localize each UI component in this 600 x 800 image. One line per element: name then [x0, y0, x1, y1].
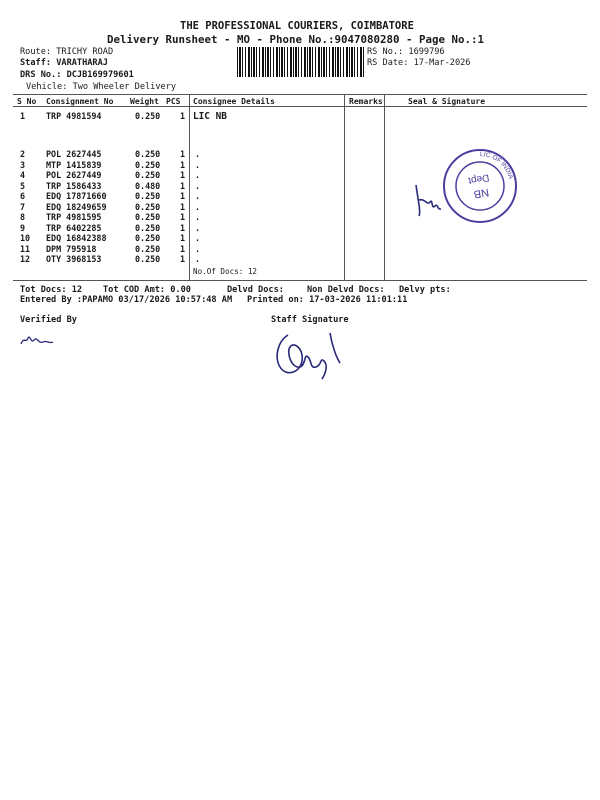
row-sno: 9 — [20, 222, 26, 233]
stamp-line-1: NB — [472, 185, 490, 201]
table-bottom-rule — [13, 280, 587, 281]
barcode — [237, 47, 364, 77]
row-weight: 0.250 — [135, 243, 161, 254]
company-title: THE PROFESSIONAL COURIERS, COIMBATORE — [180, 20, 414, 32]
total-docs: Tot Docs: 12 — [20, 285, 83, 295]
row-pcs: 1 — [180, 159, 186, 170]
row-weight: 0.250 — [135, 233, 161, 243]
row-consignee: . — [195, 180, 201, 191]
row-weight: 0.250 — [135, 191, 161, 201]
row-weight: 0.480 — [135, 180, 161, 191]
drs-label: DRS No.: DCJB169979601 — [20, 70, 134, 80]
table-row — [20, 149, 220, 159]
row-weight: 0.250 — [135, 170, 161, 180]
verified-by-label: Verified By — [20, 315, 77, 325]
runsheet-title: Delivery Runsheet - MO - Phone No.:9047080280 - Page No.:1 — [107, 33, 485, 46]
column-divider — [384, 94, 385, 280]
row-consignment: DPM 795918 — [46, 243, 97, 254]
entered-by: Entered By :PAPAMO 03/17/2026 10:57:48 AM — [20, 295, 233, 305]
route-label: Route: TRICHY ROAD — [20, 47, 114, 57]
table-row — [20, 233, 220, 243]
row-consignee: . — [195, 191, 201, 201]
staff-signature-label: Staff Signature — [271, 315, 349, 325]
row-weight: 0.250 — [135, 111, 161, 121]
col-weight: Weight — [130, 97, 159, 106]
row-weight: 0.250 — [135, 159, 161, 170]
row-consignment: TRP 1586433 — [46, 180, 102, 191]
row-sno: 2 — [20, 149, 26, 159]
row-consignee: . — [195, 170, 201, 180]
row-weight: 0.250 — [135, 254, 161, 264]
vehicle-label: Vehicle: Two Wheeler Delivery — [26, 82, 177, 92]
row-consignment: OTY 3968153 — [46, 254, 102, 264]
staff-label: Staff: VARATHARAJ — [20, 58, 108, 68]
col-pcs: PCS — [166, 97, 181, 106]
row-consignee: . — [195, 254, 201, 264]
table-row — [20, 111, 240, 121]
row-sno: 4 — [20, 170, 26, 180]
row-pcs: 1 — [180, 191, 186, 201]
col-remarks: Remarks — [349, 97, 383, 106]
row-consignment: TRP 6402285 — [46, 222, 102, 233]
rs-date: RS Date: 17-Mar-2026 — [367, 58, 471, 68]
table-row — [20, 223, 220, 233]
row-pcs: 1 — [180, 243, 186, 254]
row-weight: 0.250 — [135, 201, 161, 212]
row-consignee: . — [195, 159, 201, 170]
row-pcs: 1 — [180, 170, 186, 180]
row-sno: 6 — [20, 191, 26, 201]
delivery-points: Delvy pts: — [399, 285, 451, 295]
seal-signature — [413, 180, 453, 220]
table-header-rule — [13, 106, 587, 107]
table-row — [20, 244, 220, 254]
row-sno: 12 — [20, 254, 31, 264]
row-sno: 11 — [20, 243, 31, 254]
row-weight: 0.250 — [135, 212, 161, 222]
row-consignee: . — [195, 201, 201, 212]
verified-signature — [19, 330, 59, 350]
row-consignee: . — [195, 243, 201, 254]
total-cod: Tot COD Amt: 0.00 — [103, 285, 191, 295]
col-seal: Seal & Signature — [408, 97, 486, 106]
row-consignment: POL 2627449 — [46, 170, 102, 180]
row-weight: 0.250 — [135, 222, 161, 233]
table-row — [20, 202, 220, 212]
row-consignee: . — [195, 222, 201, 233]
row-sno: 5 — [20, 180, 26, 191]
row-sno: 8 — [20, 212, 26, 222]
table-row — [20, 212, 220, 222]
row-consignment: EDQ 18249659 — [46, 201, 107, 212]
row-pcs: 1 — [180, 212, 186, 222]
row-sno: 7 — [20, 201, 26, 212]
row-consignment: EDQ 16842388 — [46, 233, 107, 243]
row-consignment: MTP 1415839 — [46, 159, 102, 170]
table-row — [20, 181, 220, 191]
col-consignment: Consignment No — [46, 97, 114, 106]
rs-number: RS No.: 1699796 — [367, 47, 445, 57]
row-consignment: TRP 4981594 — [46, 111, 102, 121]
row-consignee: . — [195, 212, 201, 222]
delivered-docs: Delvd Docs: — [227, 285, 284, 295]
row-consignee: . — [195, 233, 201, 243]
table-row — [20, 170, 220, 180]
row-pcs: 1 — [180, 233, 186, 243]
row-consignment: TRP 4981595 — [46, 212, 102, 222]
col-consignee: Consignee Details — [193, 97, 275, 106]
row-consignee: LIC NB — [193, 111, 227, 122]
row-consignee: . — [195, 149, 201, 159]
row-pcs: 1 — [180, 254, 186, 264]
row-consignment: POL 2627445 — [46, 149, 102, 159]
non-delivered-docs: Non Delvd Docs: — [307, 285, 385, 295]
row-consignment: EDQ 17871660 — [46, 191, 107, 201]
stamp-line-2: Dept — [467, 171, 491, 186]
table-row — [20, 191, 220, 201]
row-pcs: 1 — [180, 201, 186, 212]
row-weight: 0.250 — [135, 149, 161, 159]
staff-signature — [270, 327, 350, 387]
col-sno: S No — [17, 97, 37, 106]
table-row — [20, 160, 220, 170]
row-sno: 1 — [20, 111, 26, 121]
row-sno: 3 — [20, 159, 26, 170]
table-top-rule — [13, 94, 587, 95]
row-pcs: 1 — [180, 149, 186, 159]
row-pcs: 1 — [180, 222, 186, 233]
row-pcs: 1 — [180, 180, 186, 191]
row-pcs: 1 — [180, 111, 186, 121]
column-divider — [344, 94, 345, 280]
stamp-ring-text: LIC OF INDIA — [479, 150, 515, 180]
printed-on: Printed on: 17-03-2026 11:01:11 — [247, 295, 408, 305]
row-sno: 10 — [20, 233, 31, 243]
no-of-docs: No.Of Docs: 12 — [193, 267, 258, 276]
table-row — [20, 254, 220, 264]
